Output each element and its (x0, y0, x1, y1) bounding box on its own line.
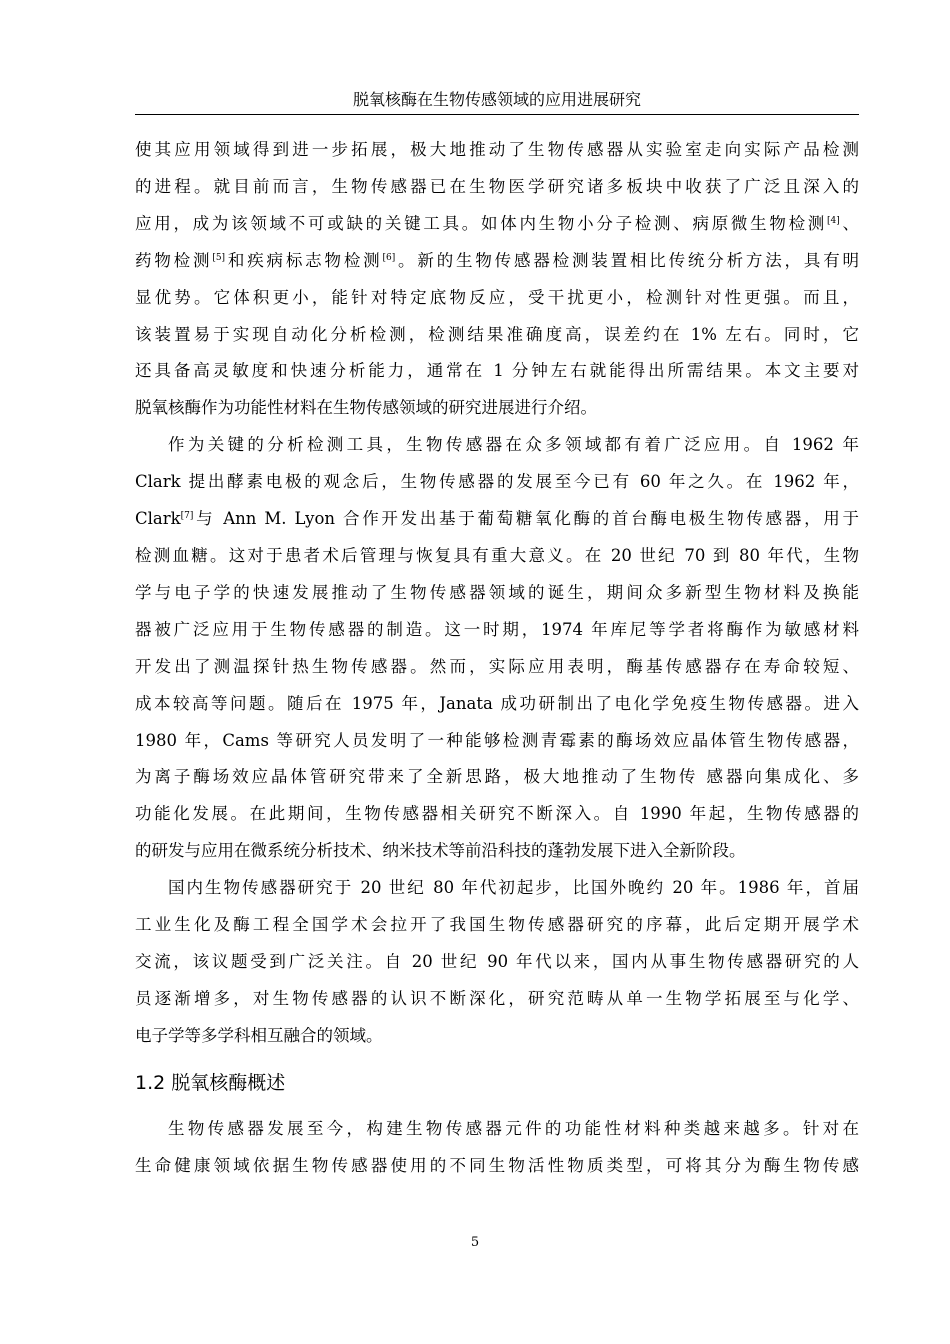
p3-line-1: 国内生物传感器研究于 20 世纪 80 年代初起步，比国外晚约 20 年。1986 年，首届 (168, 878, 859, 898)
p1-line-3-tail: 、 (839, 213, 860, 233)
citation-6: [6] (382, 252, 396, 263)
p1-line-4-text-b: 和疾病标志物检测 (225, 250, 383, 270)
p1-line-4-text-c: 。新的生物传感器检测装置相比传统分析方法，具有明 (395, 250, 860, 270)
p2-line-3 (135, 501, 859, 538)
p1-line-2: 的进程。就目前而言，生物传感器已在生物医学研究诸多板块中收获了广泛且深入的 (135, 176, 859, 196)
p1-line-4 (135, 243, 859, 280)
p2-line-12: 的研发与应用在微系统分析技术、纳米技术等前沿科技的蓬勃发展下进入全新阶段。 (135, 841, 746, 861)
p1-line-7: 还具备高灵敏度和快速分析能力，通常在 1 分钟左右就能得出所需结果。本文主要对 (135, 361, 859, 381)
p3-line-2: 工业生化及酶工程全国学术会拉开了我国生物传感器研究的序幕，此后定期开展学术 (135, 915, 859, 935)
paragraph-2 (135, 427, 859, 870)
citation-5: [5] (212, 252, 226, 263)
paragraph-4 (135, 1111, 859, 1185)
p2-line-2: Clark 提出酵素电极的观念后，生物传感器的发展至今已有 60 年之久。在 1962 年， (135, 472, 859, 492)
running-header: 脱氧核酶在生物传感领域的应用进展研究 (352, 90, 641, 109)
p2-line-6: 器被广泛应用于生物传感器的制造。这一时期，1974 年库尼等学者将酶作为敏感材料 (135, 619, 859, 639)
p1-line-6: 该装置易于实现自动化分析检测，检测结果准确度高，误差约在 1% 左右。同时，它 (135, 324, 859, 344)
header-rule (135, 114, 859, 115)
p2-line-3-text-b: 与 Ann M. Lyon 合作开发出基于葡萄糖氧化酶的首台酶电极生物传感器，用于 (193, 509, 859, 529)
p3-line-3: 交流，该议题受到广泛关注。自 20 世纪 90 年代以来，国内从事生物传感器研究的人 (135, 951, 859, 971)
paragraph-3 (135, 870, 859, 1055)
p1-line-3 (135, 206, 859, 243)
p1-line-4-text-a: 药物检测 (135, 250, 213, 270)
p1-line-3-text: 应用，成为该领域不可或缺的关键工具。如体内生物小分子检测、病原微生物检测 (135, 213, 828, 233)
paragraph-1 (135, 132, 859, 427)
p2-line-9: 1980 年，Cams 等研究人员发明了一种能够检测青霉素的酶场效应晶体管生物传感器， (135, 730, 859, 750)
p1-line-1: 使其应用领域得到进一步拓展，极大地推动了生物传感器从实验室走向实际产品检测 (135, 140, 859, 159)
citation-7: [7] (180, 511, 194, 522)
p3-line-5: 电子学等多学科相互融合的领域。 (135, 1025, 383, 1045)
page-body (135, 132, 859, 1184)
p2-line-4: 检测血糖。这对于患者术后管理与恢复具有重大意义。在 20 世纪 70 到 80 年代，生物 (135, 545, 859, 565)
p2-line-3-text-a: Clark (135, 509, 181, 529)
p2-line-5: 学与电子学的快速发展推动了生物传感器领域的诞生，期间众多新型生物材料及换能 (135, 582, 859, 602)
p4-line-1: 生物传感器发展至今，构建生物传感器元件的功能性材料种类越来越多。针对在 (168, 1118, 859, 1138)
page-number: 5 (470, 1235, 480, 1250)
p2-line-1: 作为关键的分析检测工具，生物传感器在众多领域都有着广泛应用。自 1962 年 (168, 435, 859, 455)
citation-4: [4] (827, 215, 840, 226)
p2-line-11: 功能化发展。在此期间，生物传感器相关研究不断深入。自 1990 年起，生物传感器的 (135, 804, 859, 824)
p2-line-7: 开发出了测温探针热生物传感器。然而，实际应用表明，酶基传感器存在寿命较短、 (135, 656, 859, 676)
p4-line-2: 生命健康领域依据生物传感器使用的不同生物活性物质类型，可将其分为酶生物传感 (135, 1155, 859, 1175)
p2-line-10: 为离子酶场效应晶体管研究带来了全新思路，极大地推动了生物传 感器向集成化、多 (135, 767, 859, 787)
p3-line-4: 员逐渐增多，对生物传感器的认识不断深化，研究范畴从单一生物学拓展至与化学、 (135, 988, 859, 1008)
p2-line-8: 成本较高等问题。随后在 1975 年，Janata 成功研制出了电化学免疫生物传感器。进入 (135, 693, 859, 713)
p1-line-8: 脱氧核酶作为功能性材料在生物传感领域的研究进展进行介绍。 (135, 398, 597, 418)
p1-line-5: 显优势。它体积更小，能针对特定底物反应，受干扰更小，检测针对性更强。而且， (135, 287, 859, 307)
section-heading: 1.2 脱氧核酶概述 (135, 1071, 286, 1094)
